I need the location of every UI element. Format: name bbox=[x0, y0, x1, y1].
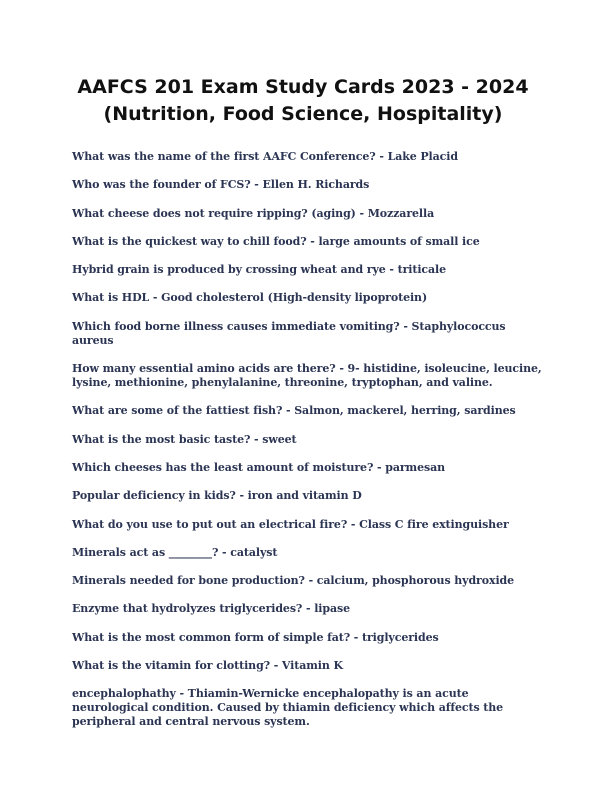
study-card-item: What is the vitamin for clotting? - Vitamin K bbox=[72, 659, 343, 673]
study-card-item: What is the most common form of simple fat? - triglycerides bbox=[72, 630, 439, 644]
study-card-item: What cheese does not require ripping? (aging) - Mozzarella bbox=[72, 206, 435, 220]
study-card-item: Which food borne illness causes immediate vomiting? - Staphylococcus aureus bbox=[72, 319, 506, 347]
study-card-item: Who was the founder of FCS? - Ellen H. Richards bbox=[72, 178, 370, 192]
study-card-item: encephalophathy - Thiamin-Wernicke encephalopathy is an acute neurological condition. Caused by thiamin deficiency which affects the peripheral and central nervous system. bbox=[72, 687, 504, 729]
study-card-item: What is HDL - Good cholesterol (High-density lipoprotein) bbox=[72, 291, 428, 305]
study-card-item: What do you use to put out an electrical fire? - Class C fire extinguisher bbox=[72, 517, 509, 531]
study-card-item: Minerals needed for bone production? - calcium, phosphorous hydroxide bbox=[72, 574, 515, 588]
study-card-item: Hybrid grain is produced by crossing wheat and rye - triticale bbox=[72, 263, 447, 277]
study-card-item: Enzyme that hydrolyzes triglycerides? - lipase bbox=[72, 602, 350, 616]
study-card-item: Which cheeses has the least amount of moisture? - parmesan bbox=[72, 460, 445, 474]
study-card-item: How many essential amino acids are there? - 9- histidine, isoleucine, leucine, lysine, methionine, phenylalanine, threonine, tryptophan, and valine. bbox=[72, 362, 542, 390]
study-card-item: Popular deficiency in kids? - iron and vitamin D bbox=[72, 489, 362, 503]
study-card-item: What is the most basic taste? - sweet bbox=[72, 432, 297, 446]
study-card-item: What is the quickest way to chill food? - large amounts of small ice bbox=[72, 234, 480, 248]
study-card-item: What was the name of the first AAFC Conference? - Lake Placid bbox=[72, 150, 458, 163]
title-line-1: AAFCS 201 Exam Study Cards 2023 - 2024 bbox=[77, 76, 529, 98]
study-card-list bbox=[72, 150, 542, 744]
study-card-item: Minerals act as ________? - catalyst bbox=[72, 545, 278, 559]
title-line-2: (Nutrition, Food Science, Hospitality) bbox=[103, 103, 503, 125]
study-card-item: What are some of the fattiest fish? - Salmon, mackerel, herring, sardines bbox=[72, 404, 516, 418]
page-title bbox=[40, 74, 566, 128]
